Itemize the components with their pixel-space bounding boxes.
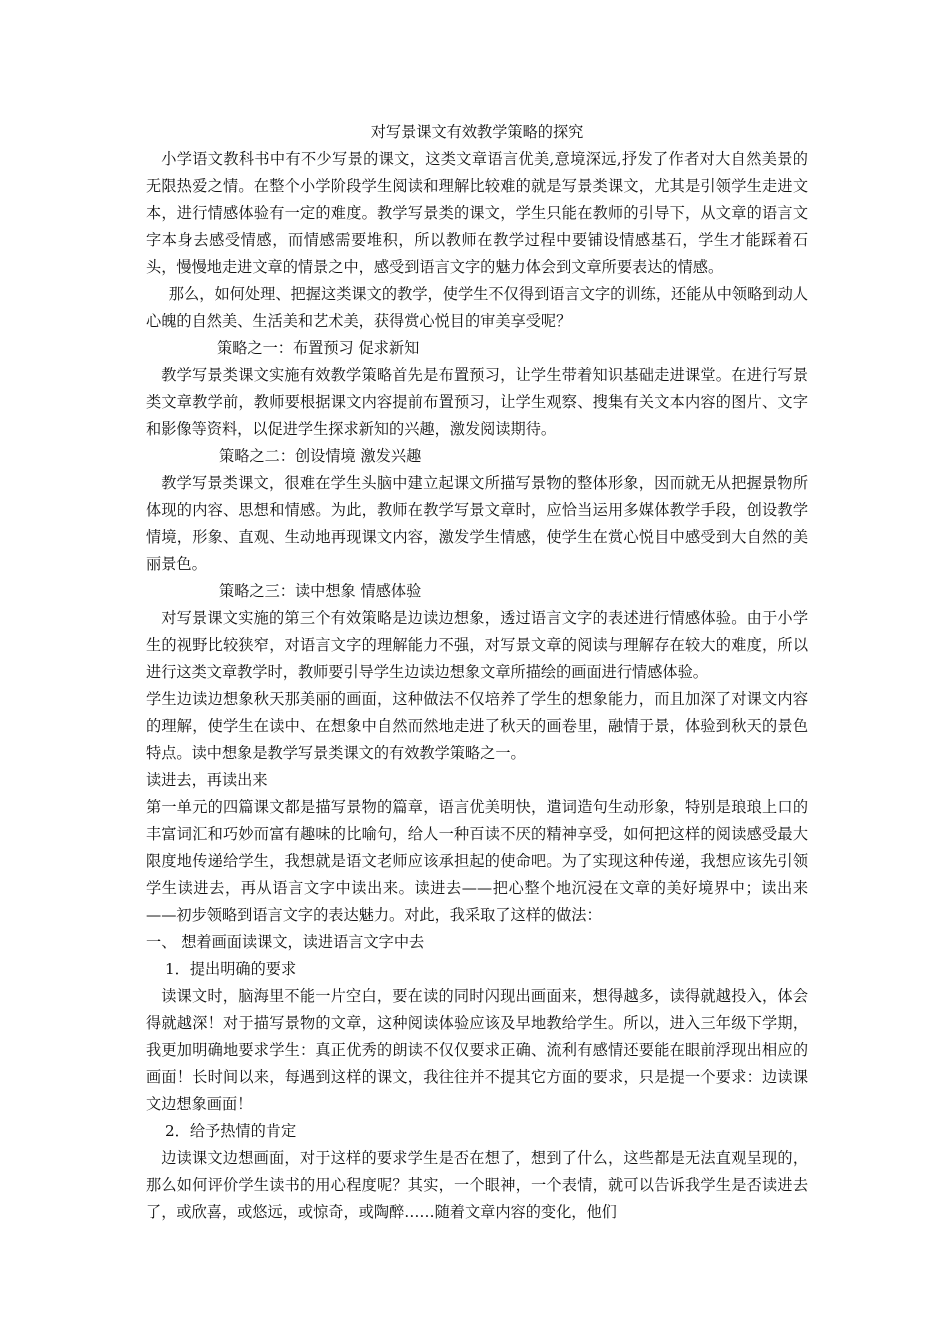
paragraph-item-1: 读课文时，脑海里不能一片空白，要在读的同时闪现出画面来，想得越多，读得就越投入，体会得就越深！对于描写景物的文章，这种阅读体验应该及早地教给学生。所以，进入三年级下学期，我更加明确地要求学生：真正优秀的朗读不仅仅要求正确、流利有感情还要能在眼前浮现出相应的画面！长时间以来，每遇到这样的课文，我往往并不提其它方面的要求，只是提一个要求：边读课文边想象画面！ [146, 987, 808, 1113]
heading-strategy-3: 策略之三：读中想象 情感体验 [219, 582, 422, 600]
heading-strategy-2: 策略之二：创设情境 激发兴趣 [219, 447, 422, 465]
paragraph-item-2: 边读课文边想画面，对于这样的要求学生是否在想了，想到了什么，这些都是无法直观呈现的，那么如何评价学生读书的用心程度呢？其实，一个眼神，一个表情，就可以告诉我学生是否读进去了，或欣喜，或悠远，或惊奇，或陶醉……随着文章内容的变化，他们 [146, 1149, 808, 1221]
paragraph-question: 那么，如何处理、把握这类课文的教学，使学生不仅得到语言文字的训练，还能从中领略到动人心魄的自然美、生活美和艺术美，获得赏心悦目的审美享受呢？ [146, 285, 808, 330]
heading-item-2: 2．给予热情的肯定 [165, 1122, 297, 1140]
heading-read-in-out: 读进去，再读出来 [146, 771, 268, 789]
paragraph-strategy-1: 教学写景类课文实施有效教学策略首先是布置预习，让学生带着知识基础走进课堂。在进行写景类文章教学前，教师要根据课文内容提前布置预习，让学生观察、搜集有关文本内容的图片、文字和影像等资料，以促进学生探求新知的兴趣，激发阅读期待。 [146, 366, 808, 438]
paragraph-imagination: 学生边读边想象秋天那美丽的画面，这种做法不仅培养了学生的想象能力，而且加深了对课文内容的理解，使学生在读中、在想象中自然而然地走进了秋天的画卷里，融情于景，体验到秋天的景色特点。读中想象是教学写景类课文的有效教学策略之一。 [146, 690, 808, 762]
document-body [146, 119, 808, 1226]
paragraph-strategy-2: 教学写景类课文，很难在学生头脑中建立起课文所描写景物的整体形象，因而就无从把握景物所体现的内容、思想和情感。为此，教师在教学写景文章时，应恰当运用多媒体教学手段，创设教学情境，形象、直观、生动地再现课文内容，激发学生情感，使学生在赏心悦目中感受到大自然的美丽景色。 [146, 474, 808, 573]
paragraph-strategy-3: 对写景课文实施的第三个有效策略是边读边想象，透过语言文字的表述进行情感体验。由于小学生的视野比较狭窄，对语言文字的理解能力不强，对写景文章的阅读与理解存在较大的难度，所以进行这类文章教学时，教师要引导学生边读边想象文章所描绘的画面进行情感体验。 [146, 609, 808, 681]
paragraph-intro: 小学语文教科书中有不少写景的课文，这类文章语言优美,意境深远,抒发了作者对大自然美景的无限热爱之情。在整个小学阶段学生阅读和理解比较难的就是写景类课文，尤其是引领学生走进文本，进行情感体验有一定的难度。教学写景类的课文，学生只能在教师的引导下，从文章的语言文字本身去感受情感，而情感需要堆积，所以教师在教学过程中要铺设情感基石，学生才能踩着石头，慢慢地走进文章的情景之中，感受到语言文字的魅力体会到文章所要表达的情感。 [146, 150, 808, 276]
heading-section-one: 一、 想着画面读课文，读进语言文字中去 [146, 933, 425, 951]
heading-item-1: 1．提出明确的要求 [165, 960, 297, 978]
heading-strategy-1: 策略之一：布置预习 促求新知 [217, 339, 420, 357]
document-title: 对写景课文有效教学策略的探究 [370, 123, 584, 141]
paragraph-unit-one: 第一单元的四篇课文都是描写景物的篇章，语言优美明快，遣词造句生动形象，特别是琅琅上口的丰富词汇和巧妙而富有趣味的比喻句，给人一种百读不厌的精神享受，如何把这样的阅读感受最大限度地传递给学生，我想就是语文老师应该承担起的使命吧。为了实现这种传递，我想应该先引领学生读进去，再从语言文字中读出来。读进去——把心整个地沉浸在文章的美好境界中；读出来——初步领略到语言文字的表达魅力。对此，我采取了这样的做法： [146, 798, 808, 924]
